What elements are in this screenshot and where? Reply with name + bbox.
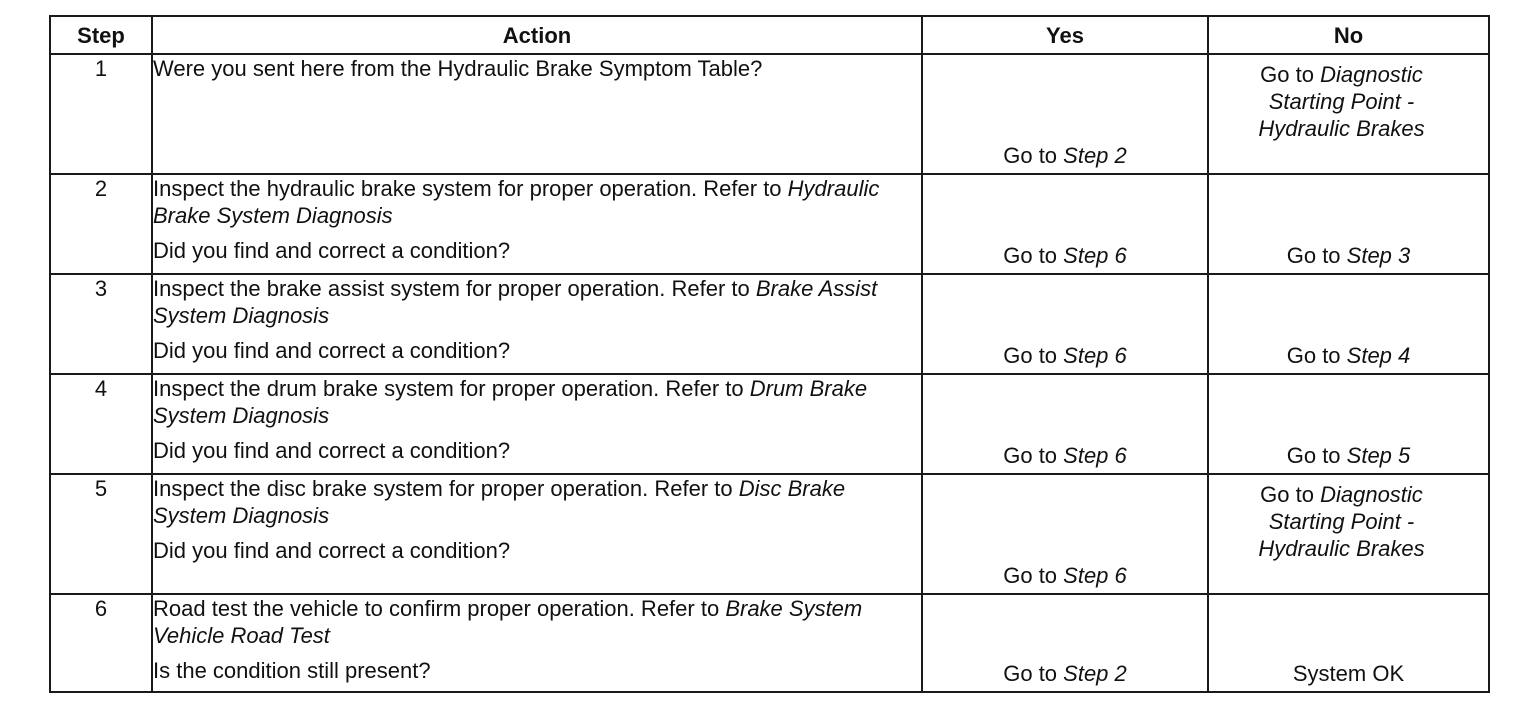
action-instruction: Inspect the hydraulic brake system for proper operation. Refer to [153,176,788,201]
header-row [50,16,1489,54]
no-prefix: Go to [1286,343,1347,368]
no-cell [1208,274,1489,374]
no-cell [1208,374,1489,474]
no-cell [1208,54,1489,174]
step-number: 4 [50,374,152,474]
action-question: Did you find and correct a condition? [153,538,511,563]
table-row [50,474,1489,594]
header-step: Step [50,16,152,54]
table-row [50,174,1489,274]
table-row [50,54,1489,174]
table-row [50,374,1489,474]
action-cell [152,54,922,174]
action-instruction: Inspect the brake assist system for proper operation. Refer to [153,276,756,301]
yes-step-link[interactable]: Step 2 [1063,143,1127,168]
diagnostic-table [49,15,1490,693]
table-row [50,594,1489,692]
no-prefix: Go to [1260,62,1321,87]
yes-prefix: Go to [1003,343,1064,368]
no-step-link[interactable]: Diagnostic Starting Point - Hydraulic Brakes [1258,62,1425,141]
yes-cell [922,274,1208,374]
yes-cell [922,54,1208,174]
no-cell [1208,474,1489,594]
header-yes: Yes [922,16,1208,54]
yes-step-link[interactable]: Step 6 [1063,443,1127,468]
no-step-link[interactable]: Diagnostic Starting Point - Hydraulic Brakes [1258,482,1425,561]
action-reference-link[interactable]: Drum Brake System Diagnosis [153,376,868,428]
action-cell [152,374,922,474]
action-cell [152,274,922,374]
action-instruction: Were you sent here from the Hydraulic Brake Symptom Table? [153,56,763,81]
action-question: Is the condition still present? [153,658,431,683]
step-number: 6 [50,594,152,692]
yes-prefix: Go to [1003,143,1064,168]
action-reference-link[interactable]: Disc Brake System Diagnosis [153,476,846,528]
yes-step-link[interactable]: Step 6 [1063,243,1127,268]
yes-prefix: Go to [1003,661,1064,686]
step-number: 3 [50,274,152,374]
yes-step-link[interactable]: Step 6 [1063,563,1127,588]
action-question: Did you find and correct a condition? [153,438,511,463]
yes-cell [922,594,1208,692]
action-instruction: Inspect the disc brake system for proper operation. Refer to [153,476,739,501]
action-question: Did you find and correct a condition? [153,338,511,363]
no-cell [1208,594,1489,692]
yes-prefix: Go to [1003,443,1064,468]
action-instruction: Road test the vehicle to confirm proper operation. Refer to [153,596,726,621]
action-reference-link[interactable]: Brake Assist System Diagnosis [153,276,878,328]
yes-cell [922,174,1208,274]
action-cell [152,174,922,274]
yes-prefix: Go to [1003,243,1064,268]
step-number: 5 [50,474,152,594]
header-no: No [1208,16,1489,54]
action-question: Did you find and correct a condition? [153,238,511,263]
no-prefix: Go to [1286,443,1347,468]
action-cell [152,594,922,692]
no-step-link[interactable]: Step 4 [1346,343,1411,368]
yes-prefix: Go to [1003,563,1064,588]
no-step-link[interactable]: Step 3 [1346,243,1411,268]
action-reference-link[interactable]: Brake System Vehicle Road Test [153,596,863,648]
action-reference-link[interactable]: Hydraulic Brake System Diagnosis [153,176,880,228]
yes-step-link[interactable]: Step 6 [1063,343,1127,368]
no-prefix: Go to [1260,482,1321,507]
action-instruction: Inspect the drum brake system for proper operation. Refer to [153,376,750,401]
action-cell [152,474,922,594]
yes-cell [922,474,1208,594]
table-row [50,274,1489,374]
step-number: 1 [50,54,152,174]
no-prefix: Go to [1286,243,1347,268]
step-number: 2 [50,174,152,274]
no-cell [1208,174,1489,274]
yes-cell [922,374,1208,474]
no-result: System OK [1292,661,1405,686]
yes-step-link[interactable]: Step 2 [1063,661,1127,686]
no-step-link[interactable]: Step 5 [1346,443,1411,468]
header-action: Action [152,16,922,54]
